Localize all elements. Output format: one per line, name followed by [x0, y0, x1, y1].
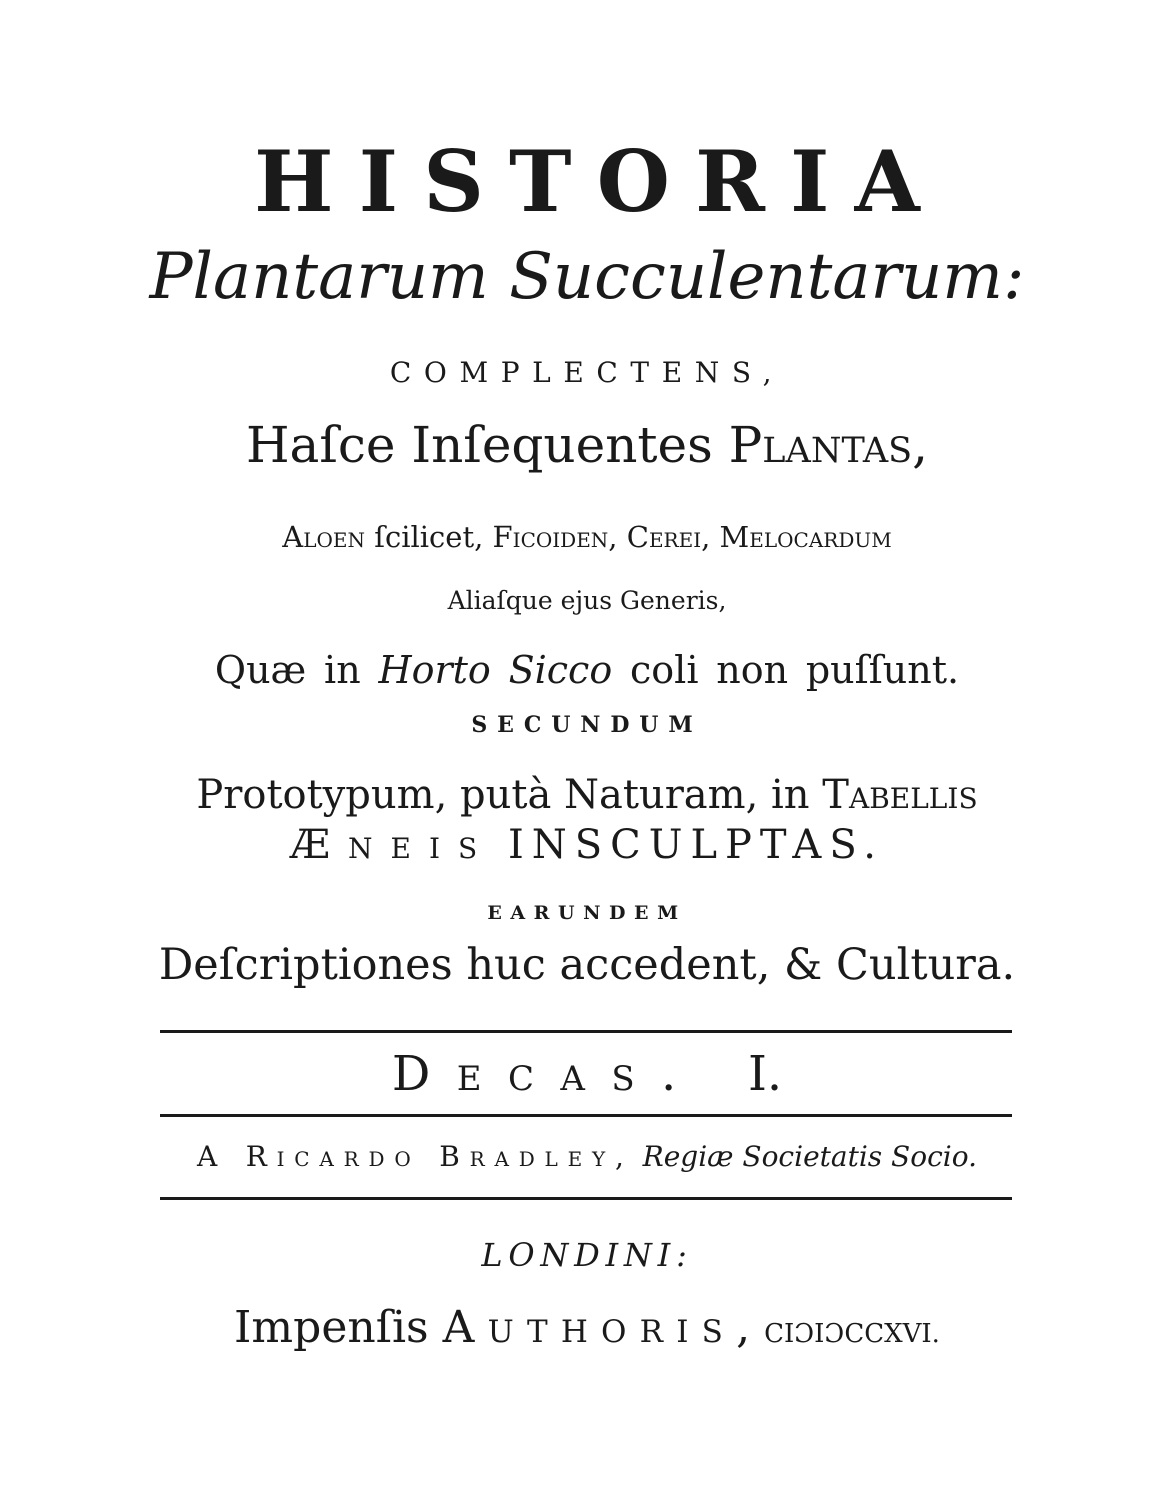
plants-list-line [0, 520, 1174, 554]
insculptas-text: INSCULPTAS. [507, 822, 885, 868]
title-subtitle: Plantarum Succulentarum: [149, 240, 1025, 314]
plant-melocardum: Melocardum [719, 520, 892, 554]
impensis-text: Impenſis [234, 1302, 429, 1353]
quae-in-text: Quæ in [214, 648, 361, 692]
hasce-text: Haſce Inſequentes [245, 416, 713, 474]
quae-line [0, 648, 1174, 692]
horto-sicco-text: Horto Sicco [378, 648, 613, 692]
bottom-rule [160, 1197, 1012, 1200]
earundem-line: EARUNDEM [487, 902, 687, 924]
aeneis-line [0, 822, 1174, 868]
top-rule [160, 1030, 1012, 1033]
authoris-comma: , [736, 1302, 751, 1353]
prototypum-line [0, 772, 1174, 818]
coli-text: coli non puſſunt. [630, 648, 960, 692]
plant-scilicet: ſcilicet, [374, 520, 484, 554]
londini-line: LONDINI: [481, 1236, 693, 1274]
authoris-text: Authoris [442, 1302, 737, 1353]
decas-line [0, 1046, 1174, 1102]
middle-rule [160, 1114, 1012, 1117]
secundum-line: SECUNDUM [471, 712, 703, 738]
year-text: CIƆIƆCCXVI. [764, 1319, 940, 1349]
hasce-line [0, 416, 1174, 474]
title-historia: HISTORIA [254, 132, 946, 231]
author-line [0, 1140, 1174, 1173]
descriptiones-line: Deſcriptiones huc accedent, & Cultura. [158, 940, 1016, 990]
plant-ficoiden: Ficoiden, [492, 520, 618, 554]
plantas-text: Plantas, [728, 416, 929, 474]
prototypum-text: Prototypum, putà Naturam, in [196, 772, 810, 818]
complectens-line: COMPLECTENS, [389, 356, 785, 389]
impensis-line [0, 1302, 1174, 1353]
decas-number: I. [747, 1046, 783, 1102]
author-name: A Ricardo Bradley, [196, 1140, 634, 1173]
tabellis-text: Tabellis [822, 772, 978, 818]
decas-label: Decas. [391, 1046, 703, 1102]
author-society: Regiæ Societatis Socio. [642, 1140, 977, 1173]
aliasque-line: Aliaſque ejus Generis, [447, 586, 727, 615]
aeneis-text: Æneis [289, 822, 496, 868]
plant-cerei: Cerei, [626, 520, 711, 554]
plant-aloen: Aloen [282, 520, 366, 554]
